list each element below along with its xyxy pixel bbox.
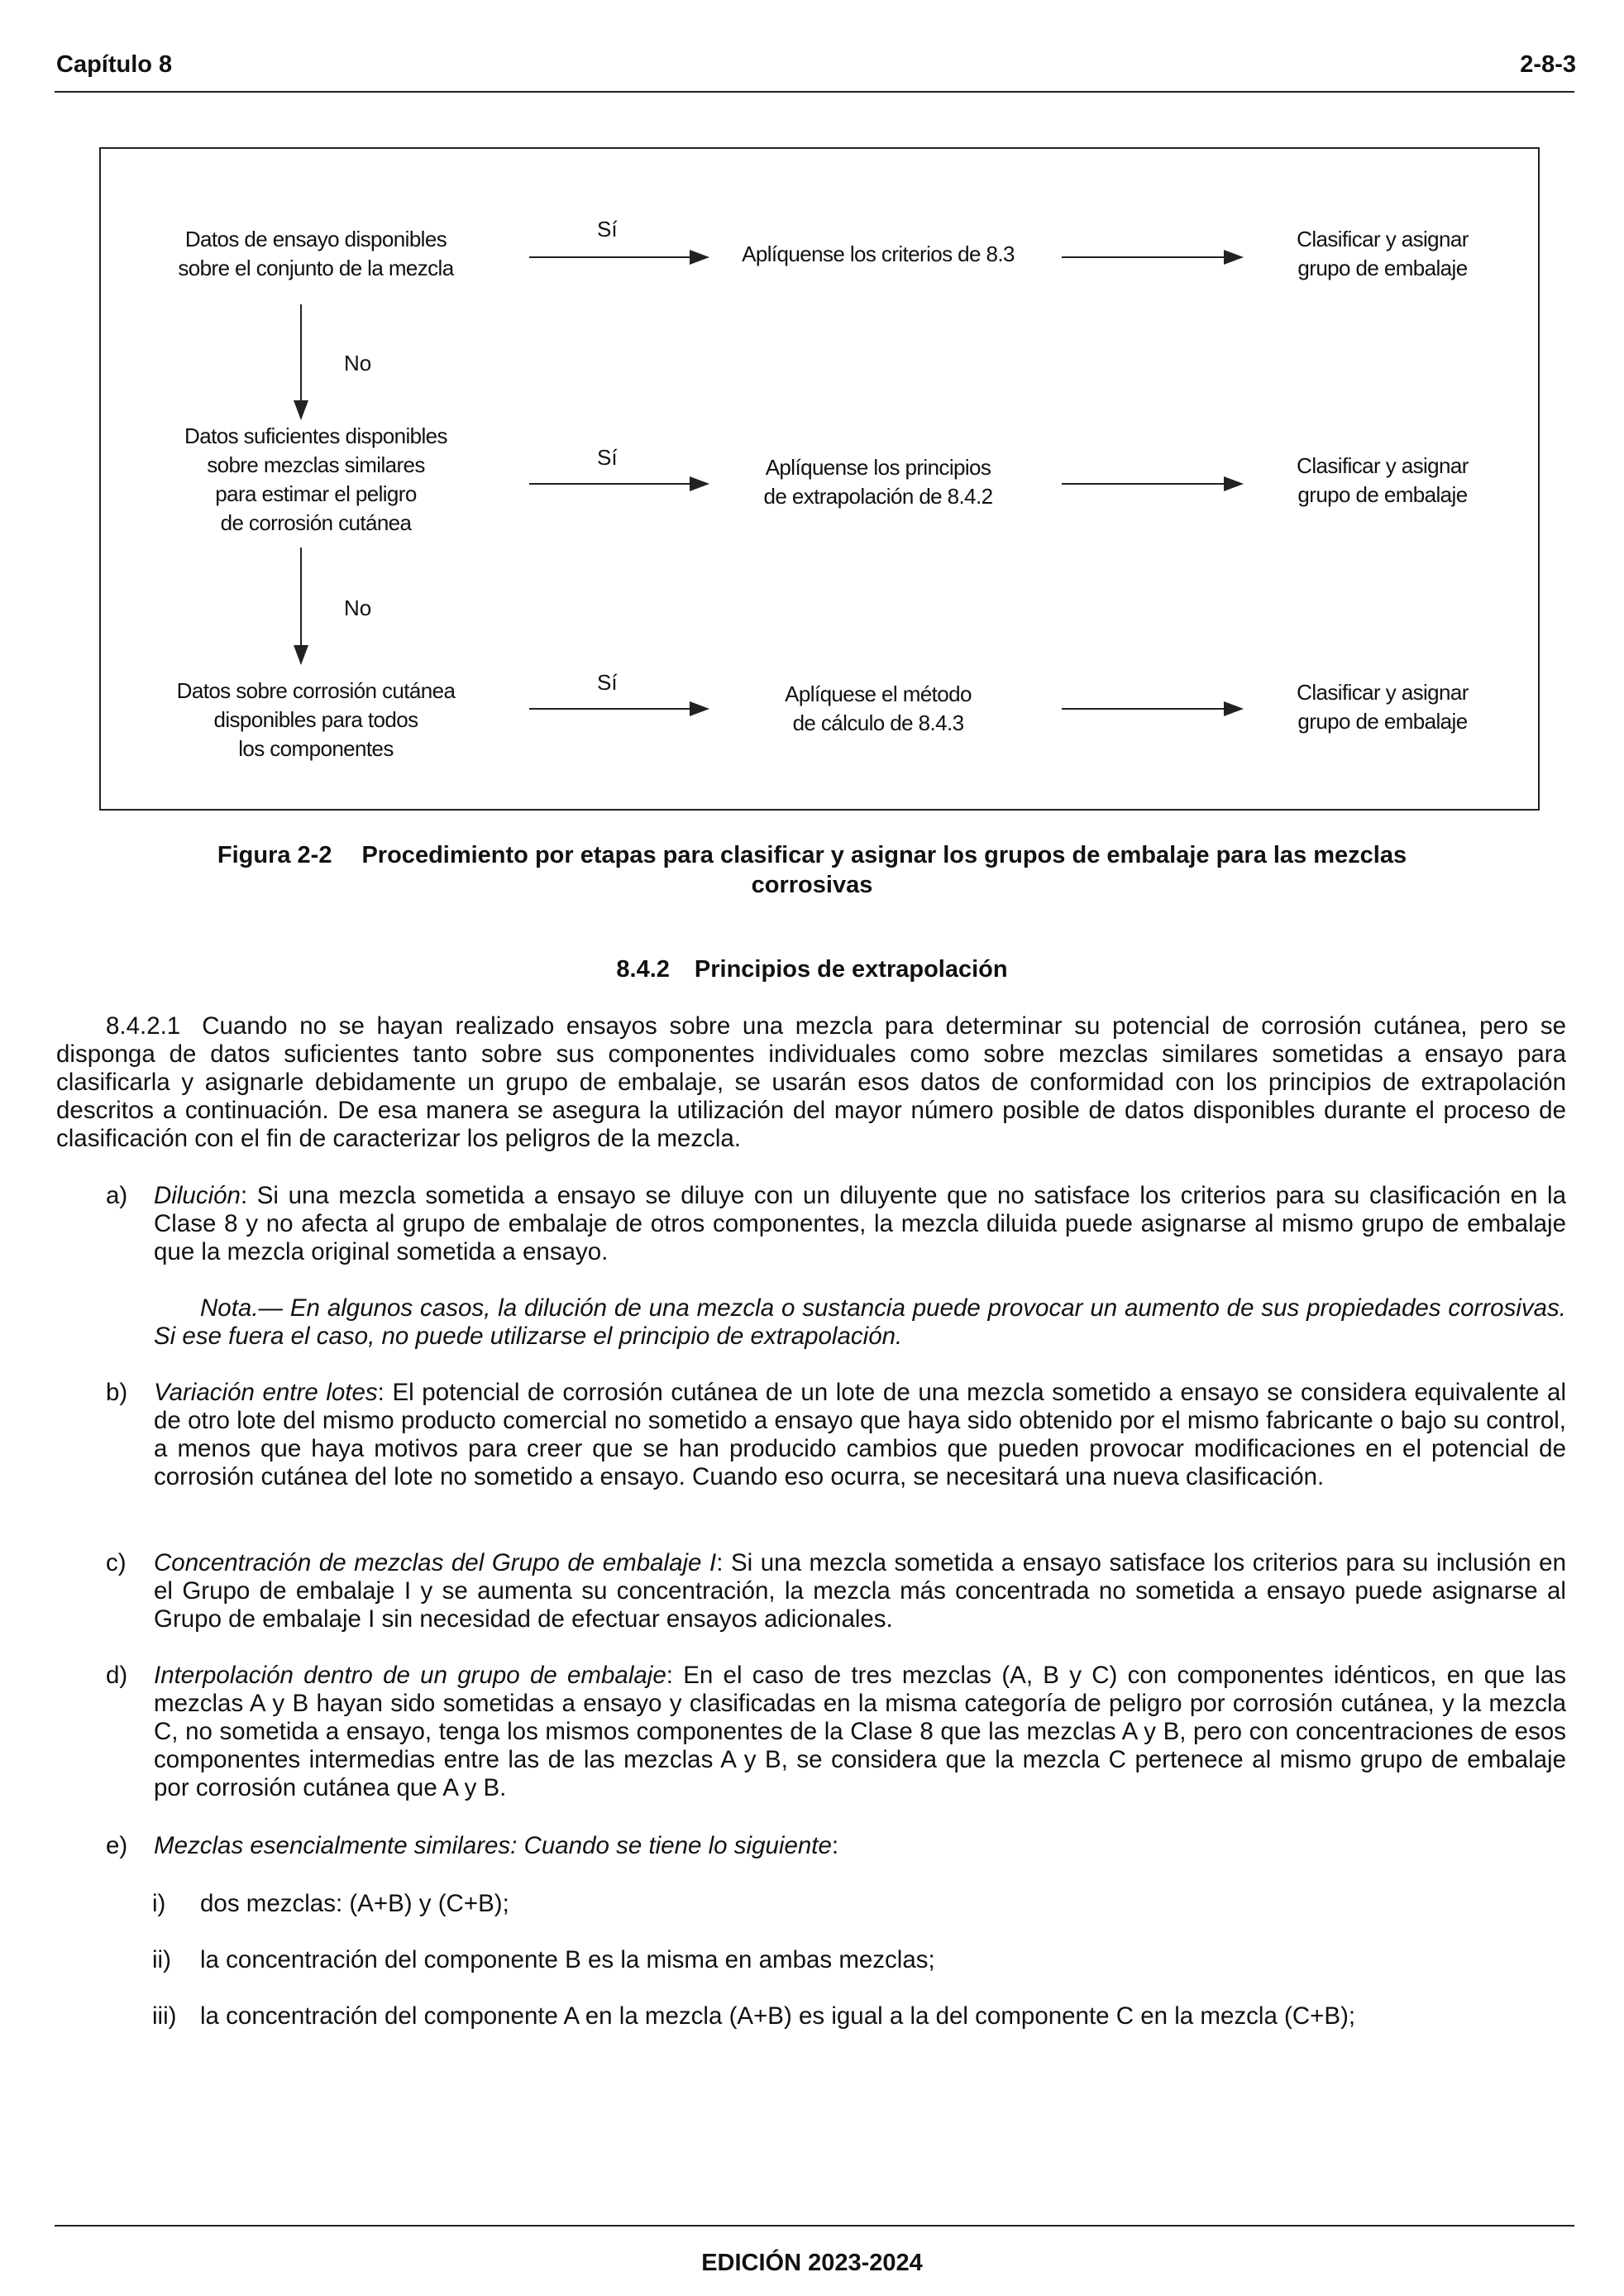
item-c <box>154 1549 1566 1634</box>
item-a <box>154 1182 1566 1266</box>
item-c-marker: c) <box>106 1549 127 1576</box>
figure-caption <box>165 840 1459 900</box>
flow-no-label-1: No <box>344 351 372 375</box>
flow-no-label-2: No <box>344 596 372 620</box>
flow-result-3: Clasificar y asignar grupo de embalaje <box>1297 680 1469 734</box>
flow-action-1: Aplíquense los criterios de 8.3 <box>742 242 1015 266</box>
paragraph-text: Cuando no se hayan realizado ensayos sobre una mezcla para determinar su potencial de corrosión cutánea, pero se disponga de datos suficientes tanto sobre sus componentes individuales como sobre mezclas similares sometidas a ensayo para clasificarla y asignarle debidamente un grupo de embalaje, se usarán esos datos de conformidad con los principios de extrapolación descritos a continuación. De esa manera se asegura la utilización del mayor número posible de datos disponibles durante el proceso de clasificación con el fin de caracterizar los peligros de la mezcla. <box>56 1012 1566 1152</box>
item-e-term: Mezclas esencialmente similares: Cuando se tiene lo siguiente <box>154 1832 832 1859</box>
item-b-text: : El potencial de corrosión cutánea de un lote de una mezcla sometido a ensayo se considera equivalente al de otro lote del mismo producto comercial no sometido a ensayo que haya sido obtenido por el mismo fabricante o bajo su control, a menos que haya motivos para creer que se han producido cambios que pueden provocar modificaciones en el potencial de corrosión cutánea del lote no sometido a ensayo. Cuando eso ocurra, se necesitará una nueva clasificación. <box>154 1379 1566 1490</box>
item-d <box>154 1662 1566 1802</box>
item-c-text: : Si una mezcla sometida a ensayo satisface los criterios para su inclusión en el Grupo de embalaje I y se aumenta su concentración, la mezcla más concentrada no sometida a ensayo puede asignarse al Grupo de embalaje I sin necesidad de efectuar ensayos adicionales. <box>154 1549 1566 1633</box>
paragraph-8-4-2-1 <box>56 1012 1566 1153</box>
flow-arrow-right-6 <box>1062 708 1242 710</box>
flow-arrow-right-4 <box>1062 483 1242 485</box>
flow-arrow-right-1 <box>529 256 708 258</box>
flow-arrow-right-3 <box>529 483 708 485</box>
flow-condition-2: Datos suficientes disponibles sobre mezclas similares para estimar el peligro de corrosión cutánea <box>184 423 447 535</box>
item-e-text: : <box>831 1832 839 1859</box>
paragraph-number: 8.4.2.1 <box>106 1012 181 1040</box>
item-d-marker: d) <box>106 1662 128 1689</box>
section-number: 8.4.2 <box>616 956 670 983</box>
note: Nota.— En algunos casos, la dilución de una mezcla o sustancia puede provocar un aumento de sus propiedades corrosivas. Si ese fuera el caso, no puede utilizarse el principio de extrapolación. <box>154 1294 1566 1350</box>
section-heading <box>0 954 1624 984</box>
figure-number: Figura 2-2 <box>217 842 332 868</box>
item-a-marker: a) <box>106 1182 128 1209</box>
flow-arrow-down-2 <box>300 548 302 663</box>
page-number: 2-8-3 <box>1520 51 1576 78</box>
sub-item-iii-marker: iii) <box>152 2002 177 2030</box>
sub-item-i-marker: i) <box>152 1890 166 1917</box>
section-title-text: Principios de extrapolación <box>694 956 1008 983</box>
footer-rule <box>55 2225 1574 2227</box>
item-b-marker: b) <box>106 1379 128 1406</box>
chapter-title: Capítulo 8 <box>56 51 173 78</box>
item-b <box>154 1379 1566 1491</box>
flow-condition-3: Datos sobre corrosión cutánea disponibles para todos los componentes <box>176 678 456 761</box>
item-a-text: : Si una mezcla sometida a ensayo se diluye con un diluyente que no satisface los criterios para su clasificación en la Clase 8 y no afecta al grupo de embalaje de otros componentes, la mezcla diluida puede asignarse al mismo grupo de embalaje que la mezcla original sometida a ensayo. <box>154 1182 1566 1265</box>
item-c-term: Concentración de mezclas del Grupo de embalaje I <box>154 1549 717 1576</box>
flow-arrow-down-1 <box>300 304 302 419</box>
item-a-term: Dilución <box>154 1182 241 1209</box>
flow-yes-label-1: Sí <box>597 217 618 242</box>
flow-result-1: Clasificar y asignar grupo de embalaje <box>1297 227 1469 280</box>
header-rule <box>55 91 1574 93</box>
item-d-text: : En el caso de tres mezclas (A, B y C) con componentes idénticos, en que las mezclas A y B hayan sido sometidas a ensayo y clasificadas en la misma categoría de peligro por corrosión cutánea, y la mezcla C, no sometida a ensayo, tenga los mismos componentes de la Clase 8 que las mezclas A y B, pero con concentraciones de esos componentes intermedias entre las de las mezclas A y B, se considera que la mezcla C pertenece al mismo grupo de embalaje por corrosión cutánea que A y B. <box>154 1662 1566 1801</box>
item-e-marker: e) <box>106 1832 128 1859</box>
flowchart-frame <box>99 147 1540 811</box>
figure-caption-text: Procedimiento por etapas para clasificar y asignar los grupos de embalaje para las mezclas corrosivas <box>361 842 1407 898</box>
flow-yes-label-2: Sí <box>597 445 618 470</box>
footer-edition: EDICIÓN 2023-2024 <box>701 2250 923 2276</box>
flow-arrow-right-2 <box>1062 256 1242 258</box>
item-e <box>154 1832 1566 1860</box>
sub-item-i: dos mezclas: (A+B) y (C+B); <box>200 1890 509 1917</box>
flow-yes-label-3: Sí <box>597 670 618 695</box>
flow-action-3: Aplíquese el método de cálculo de 8.4.3 <box>785 682 972 735</box>
sub-item-ii-marker: ii) <box>152 1946 171 1973</box>
flow-condition-1: Datos de ensayo disponibles sobre el conjunto de la mezcla <box>178 227 454 280</box>
sub-item-ii: la concentración del componente B es la misma en ambas mezclas; <box>200 1946 935 1973</box>
flow-action-2: Aplíquense los principios de extrapolación de 8.4.2 <box>763 455 993 509</box>
flow-result-2: Clasificar y asignar grupo de embalaje <box>1297 453 1469 507</box>
item-d-term: Interpolación dentro de un grupo de embalaje <box>154 1662 666 1689</box>
item-b-term: Variación entre lotes <box>154 1379 378 1406</box>
flow-arrow-right-5 <box>529 708 708 710</box>
sub-item-iii: la concentración del componente A en la mezcla (A+B) es igual a la del componente C en la mezcla (C+B); <box>200 2002 1356 2030</box>
